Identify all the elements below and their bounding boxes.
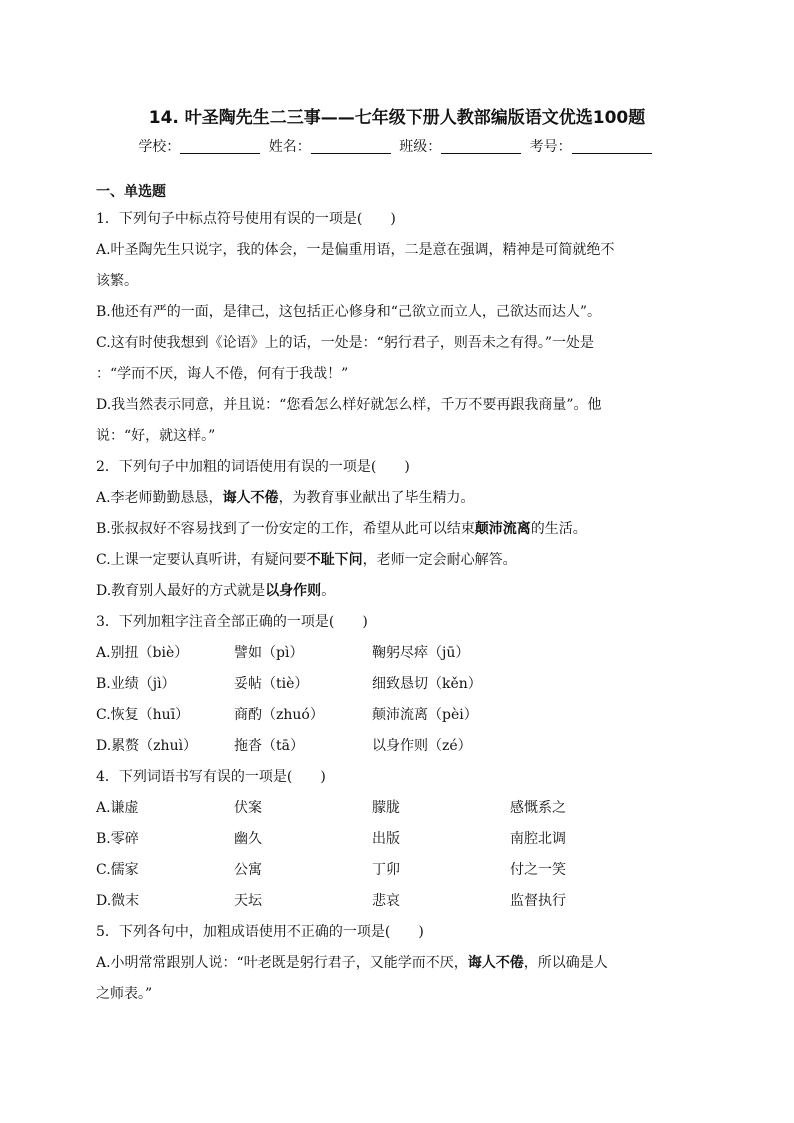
q2-a-bold-term: 诲人不倦 <box>222 490 279 506</box>
question-body <box>96 180 701 1010</box>
q1-option-c-line2: ：“学而不厌，诲人不倦，何有于我哉！” <box>96 366 349 382</box>
q2-option-d <box>96 576 701 607</box>
q4-cell: 朦胧 <box>372 800 400 816</box>
q2-stem: 2．下列句子中加粗的词语使用有误的一项是( ) <box>96 459 410 475</box>
q1-option-c-line1: C.这有时使我想到《论语》上的话，一处是：“躬行君子，则吾未之有得。”一处是 <box>96 335 594 351</box>
q2-b-text: B.张叔叔好不容易找到了一份安定的工作，希望从此可以结束 <box>96 521 475 537</box>
q2-c-text-end: ，老师一定会耐心解答。 <box>362 552 517 568</box>
q4-cell: 监督执行 <box>510 893 566 909</box>
q2-option-c <box>96 545 701 576</box>
q3-cell: 以身作则（zé） <box>372 738 472 754</box>
q2-c-text: C.上课一定要认真听讲，有疑问要 <box>96 552 307 568</box>
q5-option-a-line1 <box>96 948 701 979</box>
q5-a-text-end: ，所以确是人 <box>523 955 608 971</box>
q4-cell: 天坛 <box>234 893 262 909</box>
school-label: 学校： <box>138 139 181 155</box>
q4-cell: D.微末 <box>96 893 140 909</box>
q3-cell: 颠沛流离（pèi） <box>372 707 478 723</box>
q3-cell: 鞠躬尽瘁（jū） <box>372 645 470 661</box>
q3-option-row <box>96 669 701 700</box>
q3-option-row <box>96 700 701 731</box>
q2-d-text: D.教育别人最好的方式就是 <box>96 583 266 599</box>
q3-cell: C.恢复（huī） <box>96 707 190 723</box>
q5-option-a-line2: 之师表。” <box>96 986 153 1002</box>
q3-stem: 3．下列加粗字注音全部正确的一项是( ) <box>96 614 368 630</box>
q3-cell: 商酌（zhuó） <box>234 707 324 723</box>
q4-cell: 出版 <box>372 831 400 847</box>
section-heading: 一、单选题 <box>96 184 166 200</box>
name-label: 姓名： <box>268 139 311 155</box>
page-title: 14. 叶圣陶先生二三事——七年级下册人教部编版语文优选100题 <box>148 108 646 128</box>
q1-option-a-line1: A.叶圣陶先生只说字，我的体会，一是偏重用语，二是意在强调，精神是可简就绝不 <box>96 242 615 258</box>
q2-a-text: A.李老师勤勤恳恳， <box>96 490 223 506</box>
q4-cell: 付之一笑 <box>510 862 566 878</box>
q4-option-row <box>96 824 701 855</box>
q3-cell: 细致恳切（kěn） <box>372 676 482 692</box>
name-blank[interactable] <box>311 139 391 154</box>
school-blank[interactable] <box>180 139 260 154</box>
q4-cell: 幽久 <box>234 831 262 847</box>
q5-a-text: A.小明常常跟别人说：“叶老既是躬行君子，又能学而不厌， <box>96 955 468 971</box>
q3-cell: 妥帖（tiè） <box>234 676 309 692</box>
q2-option-a <box>96 483 701 514</box>
q4-cell: 南腔北调 <box>510 831 566 847</box>
q4-cell: B.零碎 <box>96 831 139 847</box>
q2-option-b <box>96 514 701 545</box>
number-label: 考号： <box>529 139 572 155</box>
q4-cell: 伏案 <box>234 800 262 816</box>
q3-cell: 譬如（pì） <box>234 645 304 661</box>
q2-b-text-end: 的生活。 <box>530 521 587 537</box>
q2-a-text-end: ，为教育事业献出了毕生精力。 <box>278 490 475 506</box>
q1-stem: 1．下列句子中标点符号使用有误的一项是( ) <box>96 211 396 227</box>
q4-cell: 丁卯 <box>372 862 400 878</box>
q4-cell: 悲哀 <box>372 893 400 909</box>
q3-cell: B.业绩（jì） <box>96 676 176 692</box>
q1-option-d-line2: 说：“好，就这样。” <box>96 428 216 444</box>
q3-cell: A.别扭（biè） <box>96 645 189 661</box>
q3-cell: D.累赘（zhuì） <box>96 738 198 754</box>
student-info-line <box>0 136 794 156</box>
q5-a-bold-term: 诲人不倦 <box>467 955 524 971</box>
q1-option-d-line1: D.我当然表示同意，并且说：“您看怎么样好就怎么样，千万不要再跟我商量”。他 <box>96 397 602 413</box>
q2-b-bold-term: 颠沛流离 <box>474 521 531 537</box>
q3-option-row <box>96 731 701 762</box>
q4-cell: 感慨系之 <box>510 800 566 816</box>
q4-cell: A.谦虚 <box>96 800 139 816</box>
q2-d-bold-term: 以身作则 <box>265 583 322 599</box>
q1-option-b: B.他还有严的一面，是律己，这包括正心修身和“己欲立而立人，己欲达而达人”。 <box>96 304 602 320</box>
q2-d-text-end: 。 <box>321 583 336 599</box>
q4-stem: 4．下列词语书写有误的一项是( ) <box>96 769 326 785</box>
q2-c-bold-term: 不耻下问 <box>306 552 363 568</box>
q5-stem: 5．下列各句中，加粗成语使用不正确的一项是( ) <box>96 924 424 940</box>
class-blank[interactable] <box>441 139 521 154</box>
q4-option-row <box>96 886 701 917</box>
class-label: 班级： <box>399 139 442 155</box>
q3-option-row <box>96 638 701 669</box>
q4-cell: 公寓 <box>234 862 262 878</box>
number-blank[interactable] <box>572 139 652 154</box>
q4-option-row <box>96 855 701 886</box>
q4-cell: C.儒家 <box>96 862 139 878</box>
q4-option-row <box>96 793 701 824</box>
q1-option-a-line2: 该繁。 <box>96 273 138 289</box>
q3-cell: 拖沓（tā） <box>234 738 304 754</box>
